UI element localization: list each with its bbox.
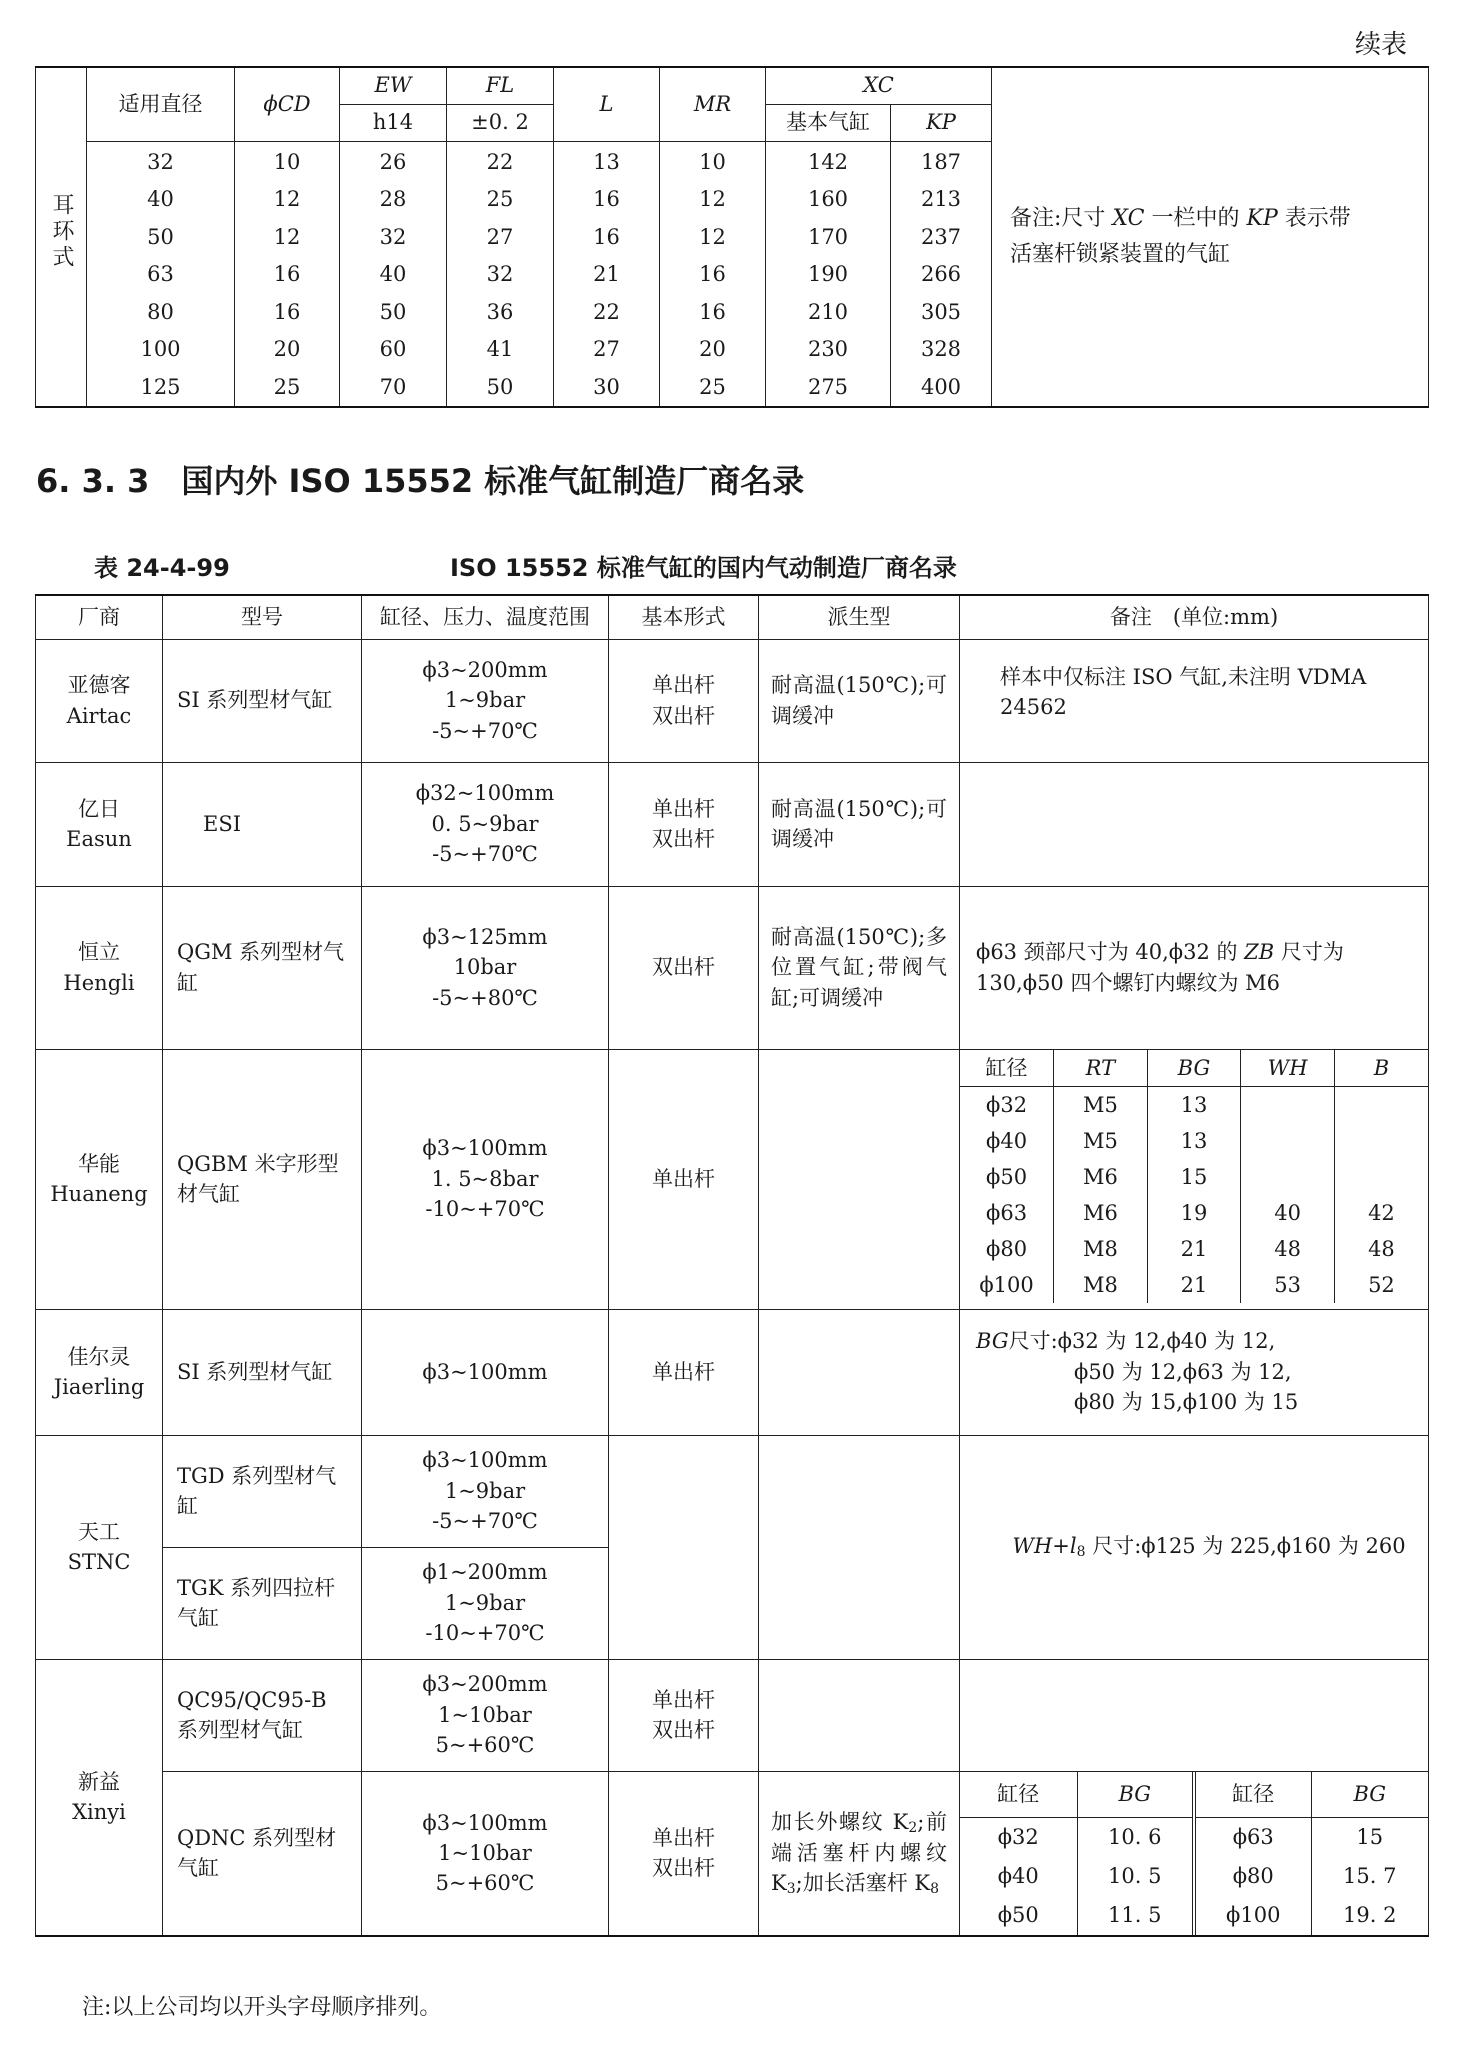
- maker-en: Xinyi: [72, 1800, 126, 1825]
- maker-en: Hengli: [63, 970, 135, 995]
- cell: 22: [593, 299, 620, 324]
- range-pressure: 1. 5~8bar: [431, 1166, 539, 1191]
- maker-cn: 亚德客: [67, 673, 131, 698]
- cell: 10: [699, 149, 726, 174]
- side-label: 耳环式: [49, 193, 75, 272]
- cell: 142: [807, 149, 849, 174]
- cell: 40: [1274, 1200, 1301, 1225]
- cell: 190: [807, 262, 849, 286]
- col-l: [554, 141, 660, 407]
- subtable-body: [960, 1086, 1428, 1303]
- cell: ϕ100: [979, 1272, 1034, 1297]
- range-bore: ϕ3~100mm: [422, 1810, 548, 1835]
- note-xc: XC: [1112, 205, 1145, 231]
- cell: 12: [699, 224, 726, 249]
- sub-header-bore: 缸径: [960, 1772, 1077, 1818]
- cell: ϕ80: [986, 1236, 1028, 1261]
- subtable-header: [960, 1050, 1428, 1087]
- header-fl: FL: [447, 67, 554, 104]
- table-title: ISO 15552 标准气缸的国内气动制造厂商名录: [450, 554, 957, 582]
- cell: M6: [1082, 1164, 1118, 1189]
- maker-en: Easun: [66, 827, 132, 851]
- model-cell: TGD 系列型材气缸: [163, 1435, 362, 1547]
- sub-col-bg: [1311, 1818, 1428, 1936]
- basic-type: 单出杆: [652, 1687, 715, 1712]
- cell: 50: [147, 224, 174, 249]
- cell: 41: [486, 337, 514, 361]
- cell: 21: [1180, 1236, 1208, 1261]
- cell: 42: [1368, 1200, 1395, 1225]
- sub-col-rt: [1054, 1086, 1148, 1303]
- cell: ϕ63: [986, 1200, 1028, 1225]
- basic-cell: [609, 1771, 759, 1936]
- cell: 210: [807, 299, 849, 324]
- note-text: 尺寸:ϕ125 为 225,ϕ160 为 260: [1085, 1534, 1406, 1559]
- note-zb: ZB: [1244, 940, 1275, 965]
- cell: ϕ32: [997, 1825, 1039, 1849]
- note-text-a: ϕ63 颈部尺寸为 40,ϕ32 的: [976, 940, 1245, 965]
- cell: M5: [1082, 1128, 1118, 1153]
- note-sub: 8: [1076, 1544, 1086, 1561]
- cell: ϕ40: [986, 1128, 1028, 1153]
- header-fl-tol: ±0. 2: [447, 104, 554, 141]
- basic-type: 单出杆: [652, 796, 715, 821]
- range-bore: ϕ3~125mm: [422, 924, 548, 949]
- note-line: ϕ80 为 15,ϕ100 为 15: [1074, 1390, 1299, 1415]
- derived-cell: [759, 1771, 960, 1936]
- cell: 13: [593, 149, 620, 174]
- cell: M5: [1082, 1092, 1118, 1117]
- cell: 50: [379, 299, 407, 324]
- cell: 400: [920, 374, 962, 399]
- col-mr: [660, 141, 766, 407]
- sub-header-bore: 缸径: [1194, 1772, 1311, 1818]
- table-row: [36, 639, 1429, 762]
- cell: 21: [593, 262, 620, 286]
- note-cell: [960, 1049, 1429, 1309]
- cell: 80: [147, 299, 174, 324]
- cell: 25: [699, 374, 726, 399]
- range-cell: [362, 1659, 609, 1771]
- note-cell: [960, 1309, 1429, 1435]
- cell: 53: [1274, 1272, 1301, 1297]
- cell: 26: [379, 149, 407, 174]
- cell: 22: [486, 149, 514, 174]
- cell: 40: [379, 262, 407, 286]
- cell: 15: [1180, 1164, 1208, 1189]
- basic-cell: 单出杆: [609, 1049, 759, 1309]
- basic-cell: [609, 1435, 759, 1659]
- note-cell: [960, 762, 1429, 886]
- sub-header-rt: RT: [1054, 1050, 1148, 1087]
- cell: ϕ32: [986, 1092, 1028, 1117]
- cell: ϕ63: [1232, 1825, 1274, 1849]
- cell: 16: [593, 224, 620, 249]
- cell: 13: [1180, 1092, 1208, 1117]
- maker-cn: 亿日: [78, 796, 120, 821]
- header-note: 备注 (单位:mm): [960, 595, 1429, 639]
- cell: 16: [273, 262, 301, 286]
- cell: 16: [699, 299, 726, 324]
- range-cell: [362, 1771, 609, 1936]
- range-cell: [362, 762, 609, 886]
- cell: 27: [486, 224, 514, 249]
- table-caption: 表 24-4-99: [94, 554, 230, 582]
- basic-cell: [609, 762, 759, 886]
- range-bore: ϕ3~100mm: [422, 1448, 548, 1473]
- maker-cn: 华能: [78, 1151, 120, 1176]
- cell: 15. 7: [1343, 1864, 1397, 1888]
- basic-type: 单出杆: [652, 673, 715, 698]
- cell: 266: [920, 262, 962, 286]
- footnote: 注:以上公司均以开头字母顺序排列。: [82, 1995, 442, 2020]
- cell: 50: [486, 374, 514, 399]
- note-cell: [960, 886, 1429, 1049]
- cell: 70: [379, 374, 407, 399]
- note-text-c: 表示带: [1277, 205, 1351, 231]
- cell: 275: [807, 374, 849, 399]
- sub-header-bg: BG: [1147, 1050, 1241, 1087]
- note-cell: [960, 1435, 1429, 1659]
- cell: 32: [486, 262, 514, 286]
- derived-cell: 耐高温(150℃);可调缓冲: [759, 639, 960, 762]
- range-bore: ϕ32~100mm: [415, 781, 555, 806]
- sub-col-b: [1334, 1086, 1428, 1303]
- cell: 25: [486, 187, 514, 211]
- maker-en: Jiaerling: [53, 1375, 145, 1399]
- basic-type: 双出杆: [652, 1856, 715, 1881]
- subtable-body: [960, 1818, 1428, 1936]
- range-temp: -10~+70℃: [425, 1197, 545, 1222]
- maker-easun: [36, 762, 163, 886]
- cell: 19. 2: [1343, 1903, 1397, 1927]
- note-kp: KP: [1246, 205, 1278, 231]
- derived-sub: 8: [930, 1881, 939, 1898]
- header-cd: ϕCD: [235, 67, 340, 141]
- cell: 30: [593, 374, 620, 399]
- cell: 12: [273, 187, 301, 211]
- cell: ϕ40: [997, 1864, 1039, 1888]
- col-fl: [447, 141, 554, 407]
- table-row: [36, 886, 1429, 1049]
- derived-text: 加长外螺纹 K: [771, 1809, 909, 1834]
- range-bore: ϕ3~200mm: [422, 1672, 548, 1697]
- basic-type: 双出杆: [652, 703, 715, 728]
- cell: 12: [699, 187, 726, 211]
- cell: 19: [1180, 1200, 1208, 1225]
- side-label-cell: [36, 67, 87, 407]
- cell: 32: [147, 149, 174, 174]
- header-l: L: [554, 67, 660, 141]
- cell: 16: [699, 262, 726, 286]
- range-temp: -5~+70℃: [432, 718, 538, 743]
- sub-col-bore: [1194, 1818, 1311, 1936]
- xinyi-subtable: [960, 1772, 1428, 1936]
- range-temp: 5~+60℃: [435, 1871, 535, 1896]
- derived-cell: 耐高温(150℃);多位置气缸;带阀气缸;可调缓冲: [759, 886, 960, 1049]
- cell: 48: [1368, 1236, 1395, 1261]
- note-line: 尺寸:ϕ32 为 12,ϕ40 为 12,: [1008, 1329, 1276, 1354]
- model-cell: TGK 系列四拉杆气缸: [163, 1547, 362, 1659]
- sub-col-bore: [960, 1086, 1054, 1303]
- huaneng-subtable: [960, 1050, 1428, 1303]
- range-temp: -5~+70℃: [432, 1509, 538, 1534]
- derived-cell: [759, 1049, 960, 1309]
- basic-cell: [609, 639, 759, 762]
- cell: 230: [807, 337, 849, 361]
- cell: 20: [273, 337, 301, 361]
- header-basic: 基本形式: [609, 595, 759, 639]
- model-cell: QDNC 系列型材气缸: [163, 1771, 362, 1936]
- header-ew: EW: [340, 67, 447, 104]
- note-line: ϕ50 为 12,ϕ63 为 12,: [1074, 1359, 1292, 1384]
- cell: 328: [920, 337, 962, 361]
- maker-cn: 佳尔灵: [67, 1344, 131, 1369]
- model-cell: QGBM 米字形型材气缸: [163, 1049, 362, 1309]
- col-ew: [340, 141, 447, 407]
- note-cell: [960, 1659, 1429, 1771]
- cell: M6: [1082, 1200, 1118, 1225]
- cell: 40: [147, 187, 174, 211]
- cell: 32: [379, 224, 407, 249]
- note-cell: [960, 1771, 1429, 1936]
- cell: M8: [1082, 1272, 1118, 1297]
- basic-cell: 单出杆: [609, 1309, 759, 1435]
- range-cell: [362, 1049, 609, 1309]
- cell: 28: [379, 187, 407, 211]
- maker-cn: 新益: [78, 1769, 120, 1794]
- derived-cell: [759, 1435, 960, 1659]
- maker-cn: 恒立: [78, 940, 120, 965]
- cell: ϕ50: [997, 1903, 1039, 1927]
- cell: 11. 5: [1108, 1903, 1162, 1927]
- range-temp: -5~+70℃: [432, 842, 538, 867]
- range-bore: ϕ1~200mm: [422, 1560, 548, 1585]
- sub-col-bore: [960, 1818, 1077, 1936]
- maker-en: Airtac: [66, 703, 132, 728]
- maker-en: Huaneng: [50, 1182, 148, 1206]
- range-pressure: 1~9bar: [444, 1478, 526, 1503]
- header-model: 型号: [163, 595, 362, 639]
- cell: 63: [147, 262, 174, 286]
- cell: ϕ100: [1226, 1903, 1281, 1927]
- range-pressure: 0. 5~9bar: [431, 811, 539, 836]
- header-range: 缸径、压力、温度范围: [362, 595, 609, 639]
- range-pressure: 10bar: [453, 955, 517, 980]
- range-cell: [362, 1547, 609, 1659]
- cell: ϕ50: [986, 1164, 1028, 1189]
- sub-header-bg: BG: [1077, 1772, 1194, 1818]
- cell: 10: [273, 149, 301, 174]
- continued-label: 续表: [1354, 30, 1407, 60]
- header-xc-basic: 基本气缸: [766, 104, 891, 141]
- table-header-row: [36, 595, 1429, 639]
- sub-header-bg: BG: [1311, 1772, 1428, 1818]
- header-derived: 派生型: [759, 595, 960, 639]
- cell: 21: [1180, 1272, 1208, 1297]
- sub-col-wh: [1241, 1086, 1335, 1303]
- table-row: [36, 762, 1429, 886]
- derived-cell: [759, 1659, 960, 1771]
- header-diameter: 适用直径: [87, 67, 235, 141]
- basic-type: 单出杆: [652, 1825, 715, 1850]
- table-row: [36, 1435, 1429, 1547]
- range-pressure: 1~9bar: [444, 1590, 526, 1615]
- cell: 10. 5: [1108, 1864, 1162, 1888]
- cell: 237: [920, 224, 962, 249]
- cell: 187: [920, 149, 962, 174]
- model-cell: QGM 系列型材气缸: [163, 886, 362, 1049]
- sub-header-b: B: [1334, 1050, 1428, 1087]
- cell: 15: [1356, 1825, 1384, 1849]
- maker-huaneng: [36, 1049, 163, 1309]
- range-temp: -5~+80℃: [432, 985, 538, 1010]
- derived-cell: [759, 1309, 960, 1435]
- model-cell: QC95/QC95-B 系列型材气缸: [163, 1659, 362, 1771]
- sub-header-wh: WH: [1241, 1050, 1335, 1087]
- cell: 100: [140, 337, 181, 361]
- cell: 25: [273, 374, 301, 399]
- cell: 125: [140, 374, 181, 399]
- subtable-header: [960, 1772, 1428, 1818]
- range-cell: [362, 639, 609, 762]
- table-row: [36, 1049, 1429, 1309]
- model-cell: ESI: [163, 762, 362, 886]
- basic-type: 双出杆: [652, 827, 715, 851]
- header-xc: XC: [766, 67, 992, 104]
- manufacturer-table: [35, 594, 1429, 1937]
- cell: 160: [807, 187, 849, 211]
- note-cell: [992, 67, 1429, 407]
- cell: 52: [1368, 1272, 1395, 1297]
- cell: 16: [273, 299, 301, 324]
- col-diameter: [87, 141, 235, 407]
- range-pressure: 1~9bar: [444, 688, 526, 713]
- header-maker: 厂商: [36, 595, 163, 639]
- cell: 48: [1274, 1236, 1301, 1261]
- model-cell: SI 系列型材气缸: [163, 639, 362, 762]
- maker-hengli: [36, 886, 163, 1049]
- sub-col-bg: [1077, 1818, 1194, 1936]
- ear-ring-dimension-table: [35, 66, 1429, 408]
- note-text-b: 一栏中的: [1144, 205, 1247, 231]
- note-cell: 样本中仅标注 ISO 气缸,未注明 VDMA 24562: [960, 639, 1429, 762]
- cell: 10. 6: [1108, 1825, 1162, 1849]
- cell: 36: [486, 299, 514, 324]
- range-pressure: 1~10bar: [438, 1702, 532, 1727]
- range-pressure: 1~10bar: [438, 1841, 532, 1866]
- basic-type: 双出杆: [652, 1718, 715, 1742]
- sub-col-bg: [1147, 1086, 1241, 1303]
- derived-sub: 2: [908, 1819, 918, 1836]
- header-kp: KP: [891, 104, 992, 141]
- col-xc-basic: [766, 141, 891, 407]
- range-bore: ϕ3~100mm: [422, 1136, 548, 1161]
- derived-text: ;前端活塞杆内螺纹 K: [771, 1809, 947, 1896]
- range-bore: ϕ3~200mm: [422, 657, 548, 682]
- range-temp: 5~+60℃: [435, 1733, 535, 1758]
- cell: 170: [807, 224, 849, 249]
- range-cell: [362, 886, 609, 1049]
- table-row: [36, 1309, 1429, 1435]
- note-bg: BG: [976, 1329, 1009, 1354]
- note-wh: WH+l: [1012, 1534, 1077, 1559]
- note-text-b: 尺寸为 130,ϕ50 四个螺钉内螺纹为 M6: [976, 940, 1344, 995]
- cell: 305: [920, 299, 962, 324]
- basic-cell: 双出杆: [609, 886, 759, 1049]
- header-mr: MR: [660, 67, 766, 141]
- cell: M8: [1082, 1236, 1118, 1261]
- note-line2: 活塞杆锁紧装置的气缸: [1010, 242, 1231, 267]
- range-cell: [362, 1435, 609, 1547]
- table-row: [36, 1659, 1429, 1771]
- cell: 20: [699, 337, 726, 361]
- col-cd: [235, 141, 340, 407]
- maker-en: STNC: [67, 1550, 131, 1574]
- cell: 16: [593, 187, 620, 211]
- note-text-a: 备注:尺寸: [1010, 205, 1113, 231]
- derived-sub: 3: [786, 1881, 796, 1898]
- section-title: 6. 3. 3 国内外 ISO 15552 标准气缸制造厂商名录: [36, 462, 805, 500]
- maker-xinyi: [36, 1659, 163, 1936]
- header-ew-tol: h14: [340, 104, 447, 141]
- maker-jiaerling: [36, 1309, 163, 1435]
- basic-cell: [609, 1659, 759, 1771]
- range-temp: -10~+70℃: [425, 1621, 545, 1646]
- table-row: [36, 1771, 1429, 1936]
- derived-cell: 耐高温(150℃);可调缓冲: [759, 762, 960, 886]
- sub-header-bore: 缸径: [960, 1050, 1054, 1087]
- maker-stnc: [36, 1435, 163, 1659]
- cell: 13: [1180, 1128, 1208, 1153]
- maker-airtac: [36, 639, 163, 762]
- model-cell: SI 系列型材气缸: [163, 1309, 362, 1435]
- cell: 60: [379, 337, 407, 361]
- derived-text: ;加长活塞杆 K: [795, 1871, 931, 1896]
- cell: 27: [593, 337, 620, 361]
- col-kp: [891, 141, 992, 407]
- maker-cn: 天工: [78, 1519, 120, 1544]
- range-cell: ϕ3~100mm: [362, 1309, 609, 1435]
- cell: 12: [273, 224, 301, 249]
- cell: ϕ80: [1232, 1864, 1274, 1888]
- cell: 213: [920, 187, 962, 211]
